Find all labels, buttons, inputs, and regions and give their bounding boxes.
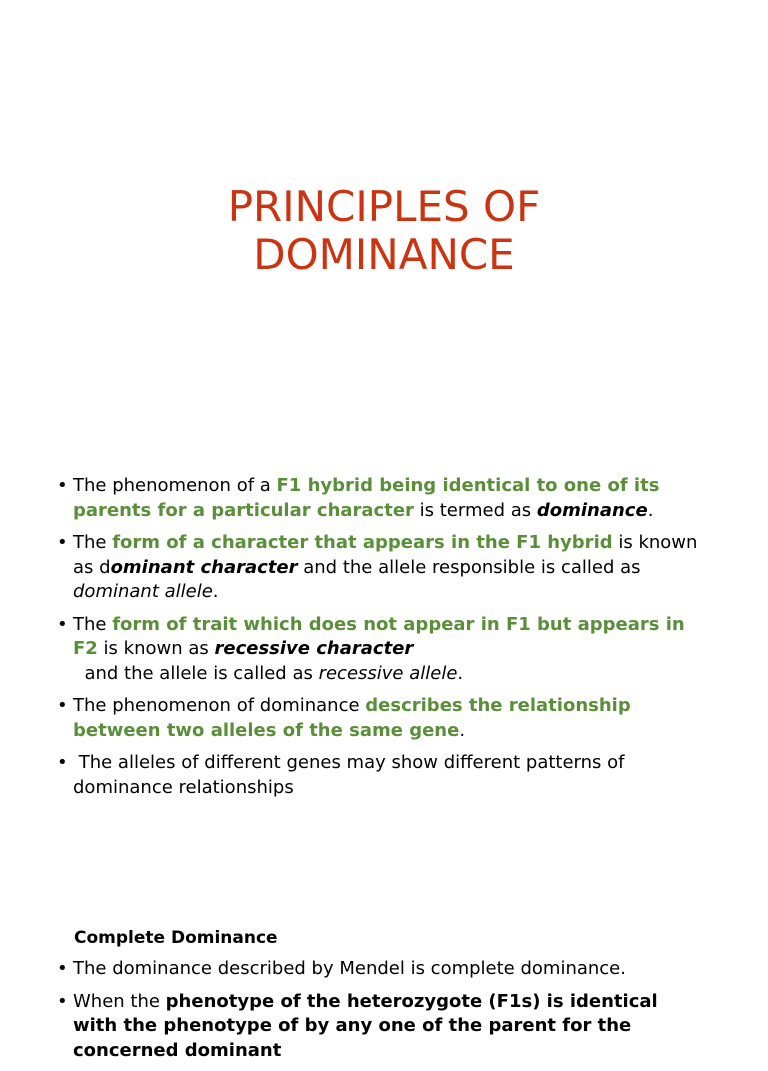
bullet-text: . xyxy=(459,719,466,741)
emphasis-term: ominant character xyxy=(110,556,298,578)
slide-title xyxy=(0,183,768,279)
italic-term: dominant allele xyxy=(73,581,213,602)
bullet-text: is known as d xyxy=(73,532,698,578)
highlight-text: form of trait which does not appear in F1 but appears in F2 xyxy=(73,613,685,659)
emphasis-term: dominance xyxy=(536,499,648,521)
bullet-item xyxy=(57,990,707,1064)
bullet-item xyxy=(57,694,707,743)
bullet-text: is termed as xyxy=(413,499,537,521)
bullet-text: When the xyxy=(73,990,166,1012)
bullet-text: . xyxy=(212,581,219,602)
highlight-text: F1 hybrid being identical to one of its parents for a particular character xyxy=(73,475,660,521)
bullet-item xyxy=(57,613,707,687)
bullet-item xyxy=(57,751,707,800)
bullet-item xyxy=(57,957,707,982)
bullet-text: The xyxy=(73,532,113,553)
bullet-text: The phenomenon of dominance xyxy=(73,695,366,716)
bullet-marker: • xyxy=(57,532,68,553)
bullet-text: The xyxy=(73,613,113,635)
highlight-text: describes the relationship between two alleles of the same gene xyxy=(73,695,631,741)
highlight-text: form of a character that appears in the F1 hybrid xyxy=(112,532,613,553)
title-line-2: DOMINANCE xyxy=(253,230,515,279)
dominance-bullet-list xyxy=(57,474,707,808)
bullet-marker: • xyxy=(57,475,68,496)
section-heading: Complete Dominance xyxy=(74,928,278,948)
bullet-marker: • xyxy=(57,695,68,716)
title-line-1: PRINCIPLES OF xyxy=(227,182,541,231)
bold-text: phenotype of the heterozygote (F1s) is identical with the phenotype of by any one of the parent for the concerned dominant xyxy=(73,990,658,1061)
bullet-text: The phenomenon of a xyxy=(73,475,277,496)
bullet-item xyxy=(57,474,707,523)
bullet-text: is known as xyxy=(97,638,215,659)
bullet-text: . xyxy=(647,499,654,521)
bullet-text: and the allele is called as xyxy=(73,662,319,684)
bullet-text: . xyxy=(457,662,464,684)
bullet-marker: • xyxy=(57,613,68,635)
complete-dominance-bullet-list xyxy=(57,957,707,1071)
emphasis-term: recessive character xyxy=(214,638,414,659)
bullet-text: The dominance described by Mendel is complete dominance. xyxy=(73,958,626,979)
bullet-marker: • xyxy=(57,752,68,773)
bullet-text: and the allele responsible is called as xyxy=(297,556,641,578)
italic-term: recessive allele xyxy=(318,662,458,684)
bullet-marker: • xyxy=(57,990,68,1012)
bullet-marker: • xyxy=(57,958,68,979)
bullet-text: The alleles of different genes may show different patterns of dominance relationships xyxy=(73,752,631,798)
bullet-item xyxy=(57,531,707,605)
